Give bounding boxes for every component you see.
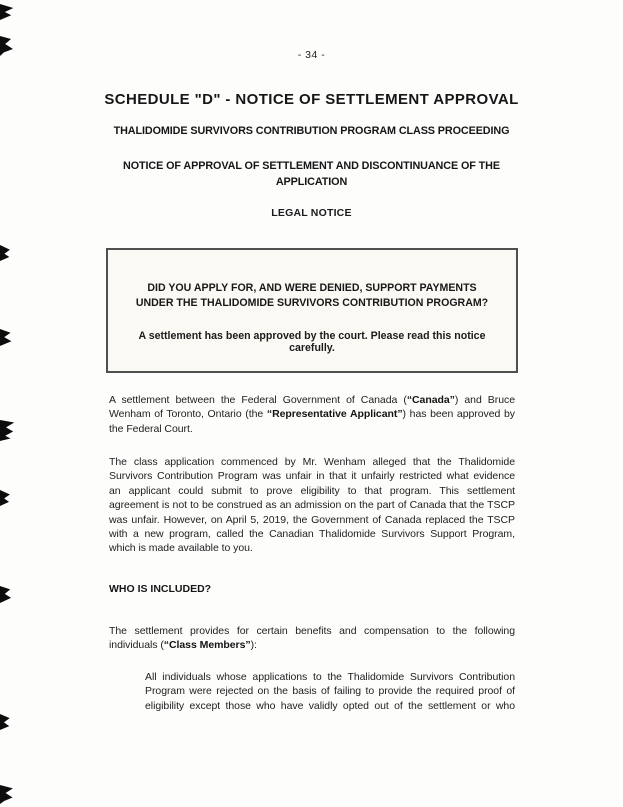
scan-artifact: [0, 586, 12, 603]
paragraph-class-members: [109, 624, 515, 653]
text-line: which is made available to you.: [109, 542, 253, 555]
paragraph-settlement-approved: [109, 393, 515, 436]
text-line: eligibility except those who have validly opted out of the settlement or who: [145, 699, 515, 712]
scan-artifact: [0, 329, 12, 346]
text-line: the Federal Court.: [109, 422, 193, 435]
notice-subtitle-line1: NOTICE OF APPROVAL OF SETTLEMENT AND DISCONTINUANCE OF THE: [123, 160, 500, 172]
proceeding-subtitle: THALIDOMIDE SURVIVORS CONTRIBUTION PROGRAM CLASS PROCEEDING: [113, 125, 510, 137]
scan-artifact: [0, 4, 14, 20]
text-line: A settlement between the Federal Government of Canada (“Canada”) and Bruce: [109, 394, 515, 406]
scan-artifact: [0, 245, 11, 261]
notice-box-message: A settlement has been approved by the court. Please read this notice carefully.: [138, 330, 486, 354]
page-number: - 34 -: [297, 49, 326, 61]
document-title: SCHEDULE "D" - NOTICE OF SETTLEMENT APPROVAL: [104, 91, 519, 108]
text-line: The class application commenced by Mr. Wenham alleged that the Thalidomide: [109, 456, 515, 468]
paragraph-class-application: [109, 455, 515, 556]
text-line: was unfair. However, on April 5, 2019, the Government of Canada replaced the TSCP: [109, 513, 515, 526]
text-line: The settlement provides for certain benefits and compensation to the following: [109, 625, 515, 637]
notice-box: [106, 248, 518, 373]
scan-artifact: [0, 490, 11, 506]
text-line: an applicant could submit to prove eligibility to that program. This settlement: [109, 484, 515, 497]
notice-box-heading: [118, 281, 506, 311]
notice-subtitle-line2: APPLICATION: [275, 176, 348, 188]
scan-artifact: [0, 420, 15, 441]
text-line: Wenham of Toronto, Ontario (the “Representative Applicant”) has been approved by: [109, 408, 515, 421]
text-line: with a new program, called the Canadian Thalidomide Survivors Support Program,: [109, 528, 515, 541]
notice-subtitle: [0, 158, 623, 190]
text-line: Program were rejected on the basis of failing to provide the required proof of: [145, 685, 515, 698]
notice-box-heading-line2: UNDER THE THALIDOMIDE SURVIVORS CONTRIBUTION PROGRAM?: [135, 297, 489, 309]
section-heading-who-is-included: WHO IS INCLUDED?: [109, 583, 212, 595]
scan-artifact: [0, 785, 14, 804]
text-line: All individuals whose applications to the Thalidomide Survivors Contribution: [145, 671, 515, 683]
notice-box-heading-line1: DID YOU APPLY FOR, AND WERE DENIED, SUPPORT PAYMENTS: [147, 282, 477, 294]
scan-artifact: [0, 714, 11, 730]
paragraph-indented-eligibility: [145, 670, 515, 713]
text-line: individuals (“Class Members”):: [109, 639, 257, 652]
legal-notice-label: LEGAL NOTICE: [271, 207, 352, 219]
text-line: Survivors Contribution Program was unfair in that it unfairly restricted what evidence: [109, 470, 515, 483]
text-line: agreement is not to be construed as an admission on the part of Canada that the TSCP: [109, 499, 515, 512]
